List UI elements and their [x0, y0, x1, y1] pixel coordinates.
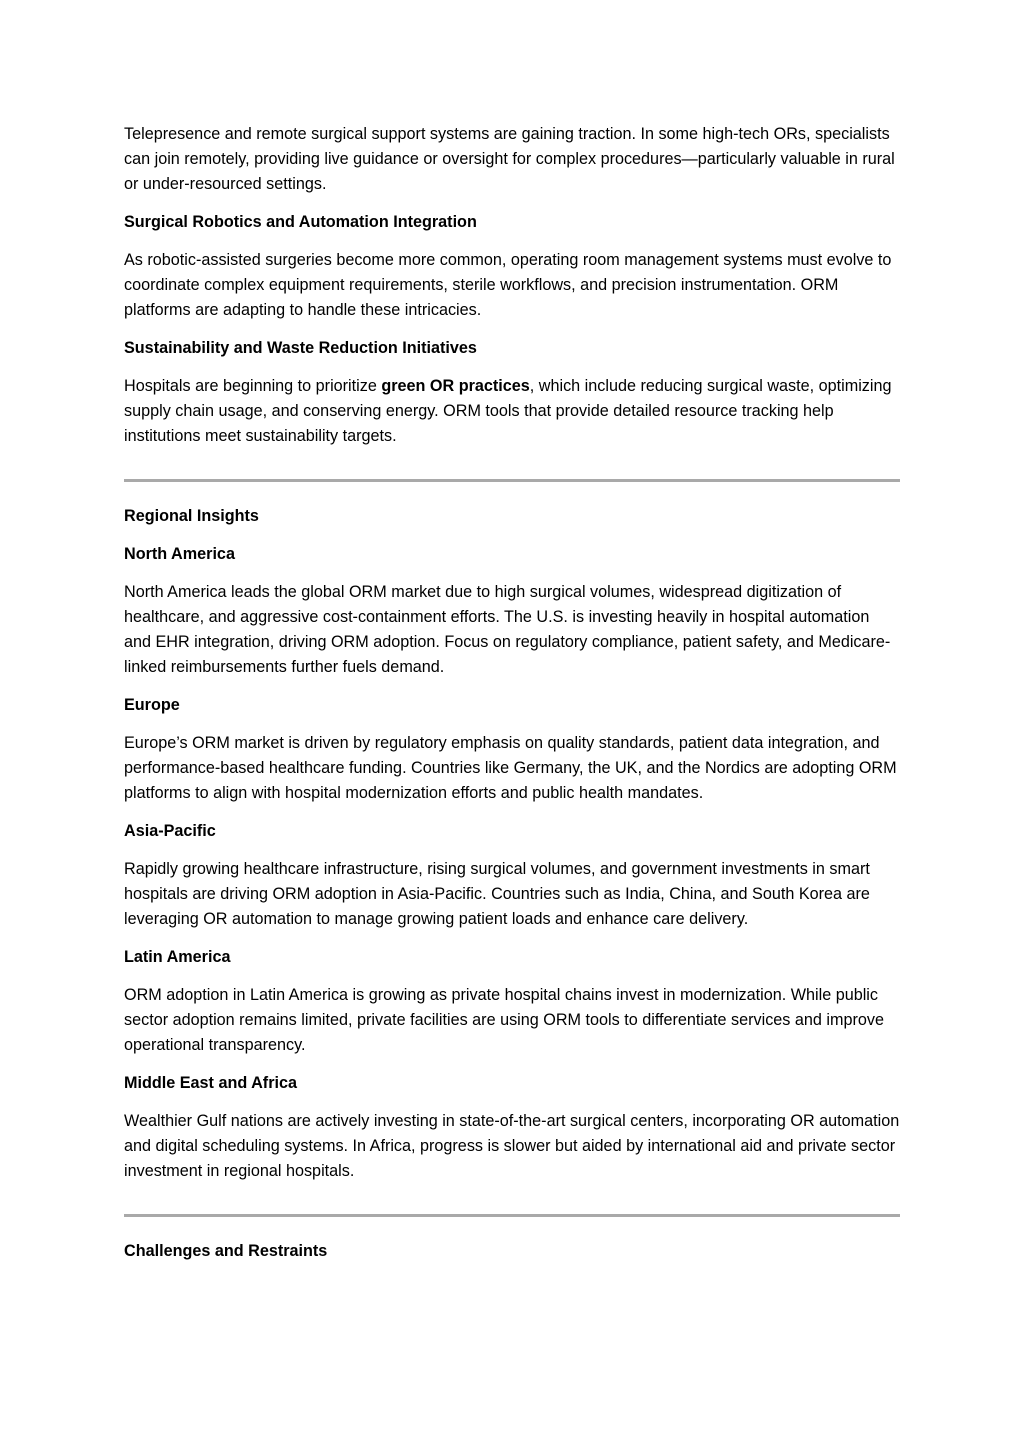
sustainability-text-end: , which include reducing surgical waste, optimizing supply chain usage, and conserving energy. ORM tools that provide detailed resource tracking help institutions meet sustainability targets. [124, 377, 892, 445]
asia-pacific-paragraph: Rapidly growing healthcare infrastructure, rising surgical volumes, and government investments in smart hospitals are driving ORM adoption in Asia-Pacific. Countries such as India, China, and South Korea are leveraging OR automation to manage growing patient loads and enhance care delivery. [124, 860, 870, 928]
section-divider [124, 479, 900, 482]
regional-insights-heading: Regional Insights [124, 507, 259, 525]
latin-america-paragraph: ORM adoption in Latin America is growing as private hospital chains invest in modernization. While public sector adoption remains limited, private facilities are using ORM tools to differentiate services and improve operational transparency. [124, 986, 884, 1054]
middle-east-africa-paragraph: Wealthier Gulf nations are actively investing in state-of-the-art surgical centers, incorporating OR automation and digital scheduling systems. In Africa, progress is slower but aided by international aid and private sector investment in regional hospitals. [124, 1112, 900, 1180]
asia-pacific-heading: Asia-Pacific [124, 822, 216, 840]
north-america-heading: North America [124, 545, 235, 563]
challenges-heading: Challenges and Restraints [124, 1242, 328, 1260]
robotics-heading: Surgical Robotics and Automation Integration [124, 213, 477, 231]
section-divider [124, 1214, 900, 1217]
robotics-paragraph: As robotic-assisted surgeries become more common, operating room management systems must evolve to coordinate complex equipment requirements, sterile workflows, and precision instrumentation. ORM platforms are adapting to handle these intricacies. [124, 251, 892, 319]
telepresence-paragraph: Telepresence and remote surgical support systems are gaining traction. In some high-tech ORs, specialists can join remotely, providing live guidance or oversight for complex procedures—particularly valuable in rural or under-resourced settings. [124, 125, 895, 193]
sustainability-heading: Sustainability and Waste Reduction Initiatives [124, 339, 477, 357]
europe-paragraph: Europe’s ORM market is driven by regulatory emphasis on quality standards, patient data integration, and performance-based healthcare funding. Countries like Germany, the UK, and the Nordics are adopting ORM platforms to align with hospital modernization efforts and public health mandates. [124, 734, 897, 802]
sustainability-paragraph [124, 374, 900, 449]
latin-america-heading: Latin America [124, 948, 231, 966]
middle-east-africa-heading: Middle East and Africa [124, 1074, 298, 1092]
europe-heading: Europe [124, 696, 180, 714]
green-or-practices-emphasis: green OR practices [381, 377, 530, 395]
north-america-paragraph: North America leads the global ORM market due to high surgical volumes, widespread digitization of healthcare, and aggressive cost-containment efforts. The U.S. is investing heavily in hospital automation and EHR integration, driving ORM adoption. Focus on regulatory compliance, patient safety, and Medicare-linked reimbursements further fuels demand. [124, 583, 891, 676]
sustainability-text-start: Hospitals are beginning to prioritize [124, 377, 382, 395]
document-page [124, 122, 900, 1277]
